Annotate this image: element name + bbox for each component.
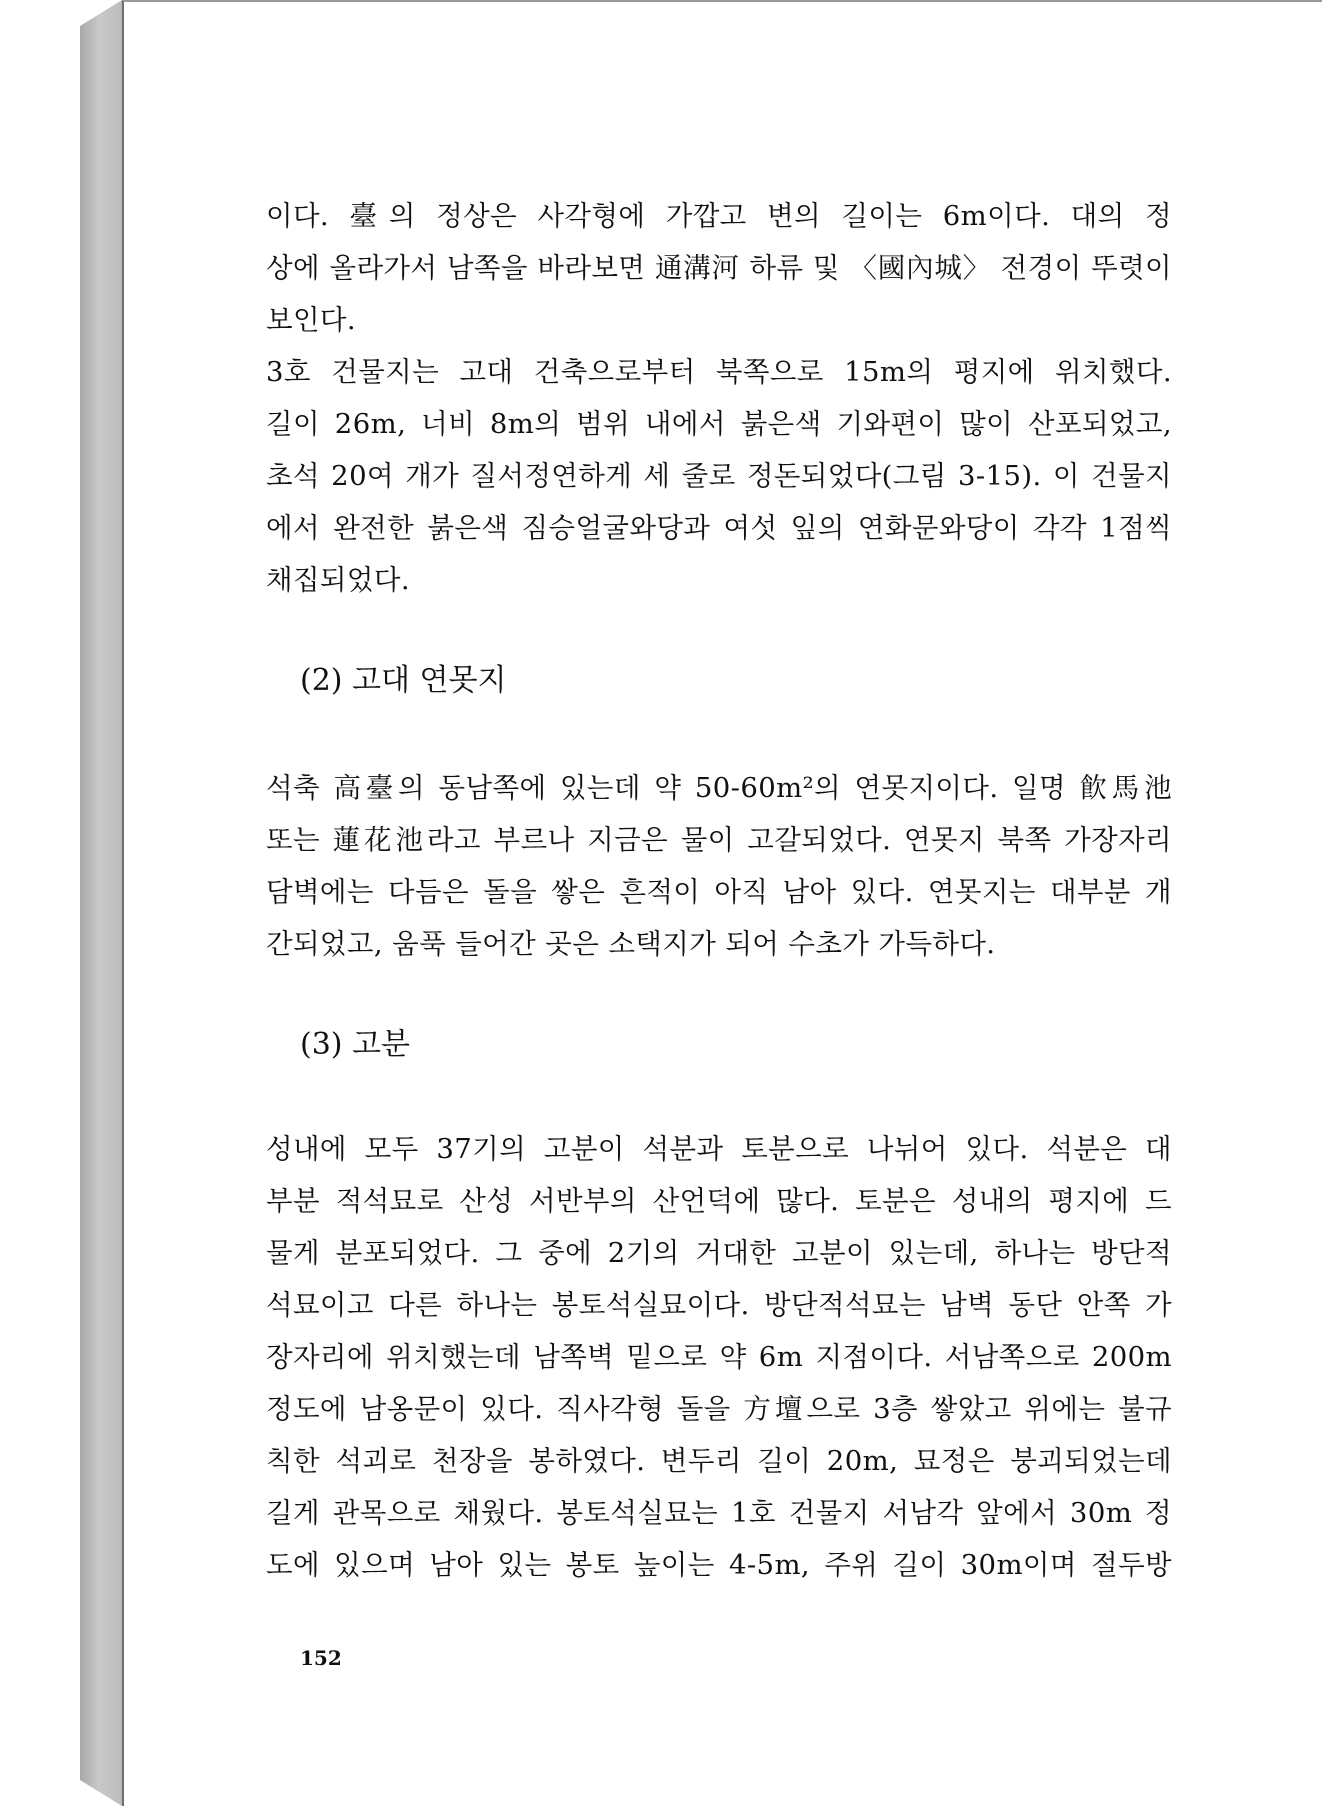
text-line: 간되었고, 움푹 들어간 곳은 소택지가 되어 수초가 가득하다.: [266, 928, 996, 960]
book-spine: [80, 0, 122, 1806]
text-line: 석축 高臺의 동남쪽에 있는데 약 50-60m²의 연못지이다. 일명 飮馬池: [266, 772, 1172, 804]
text-line: 담벽에는 다듬은 돌을 쌓은 흔적이 아직 남아 있다. 연못지는 대부분 개: [266, 876, 1172, 908]
section-heading-ponds: (2) 고대 연못지: [300, 663, 507, 698]
page-number: 152: [300, 1646, 342, 1670]
text-line: 길게 관목으로 채웠다. 봉토석실묘는 1호 건물지 서남각 앞에서 30m 정: [266, 1497, 1172, 1529]
paragraph-4: [266, 1123, 1172, 1591]
text-line: 보인다.: [266, 304, 357, 336]
paragraph-2: [266, 346, 1172, 606]
text-line: 채집되었다.: [266, 564, 410, 596]
text-line: 상에 올라가서 남쪽을 바라보면 通溝河 하류 및 〈國內城〉 전경이 뚜렷이: [266, 252, 1172, 284]
text-line: 부분 적석묘로 산성 서반부의 산언덕에 많다. 토분은 성내의 평지에 드: [266, 1185, 1172, 1217]
text-line: 도에 있으며 남아 있는 봉토 높이는 4-5m, 주위 길이 30m이며 절두방: [266, 1549, 1172, 1581]
text-line: 3호 건물지는 고대 건축으로부터 북쪽으로 15m의 평지에 위치했다.: [266, 356, 1172, 388]
paragraph-1: [266, 190, 1172, 346]
text-line: 장자리에 위치했는데 남쪽벽 밑으로 약 6m 지점이다. 서남쪽으로 200m: [266, 1341, 1172, 1373]
text-line: 칙한 석괴로 천장을 봉하였다. 변두리 길이 20m, 묘정은 붕괴되었는데: [266, 1445, 1172, 1477]
text-line: 길이 26m, 너비 8m의 범위 내에서 붉은색 기와편이 많이 산포되었고,: [266, 408, 1172, 440]
text-line: 물게 분포되었다. 그 중에 2기의 거대한 고분이 있는데, 하나는 방단적: [266, 1237, 1172, 1269]
section-heading-tombs: (3) 고분: [300, 1027, 410, 1062]
text-line: 에서 완전한 붉은색 짐승얼굴와당과 여섯 잎의 연화문와당이 각각 1점씩: [266, 512, 1172, 544]
text-line: 또는 蓮花池라고 부르나 지금은 물이 고갈되었다. 연못지 북쪽 가장자리: [266, 824, 1172, 856]
text-line: 석묘이고 다른 하나는 봉토석실묘이다. 방단적석묘는 남벽 동단 안쪽 가: [266, 1289, 1172, 1321]
text-line: 이다. 臺의 정상은 사각형에 가깝고 변의 길이는 6m이다. 대의 정: [266, 200, 1172, 232]
text-line: 초석 20여 개가 질서정연하게 세 줄로 정돈되었다(그림 3-15). 이 건물지: [266, 460, 1172, 492]
text-line: 정도에 남옹문이 있다. 직사각형 돌을 方壇으로 3층 쌓았고 위에는 불규: [266, 1393, 1172, 1425]
paragraph-3: [266, 762, 1172, 970]
text-line: 성내에 모두 37기의 고분이 석분과 토분으로 나뉘어 있다. 석분은 대: [266, 1133, 1172, 1165]
